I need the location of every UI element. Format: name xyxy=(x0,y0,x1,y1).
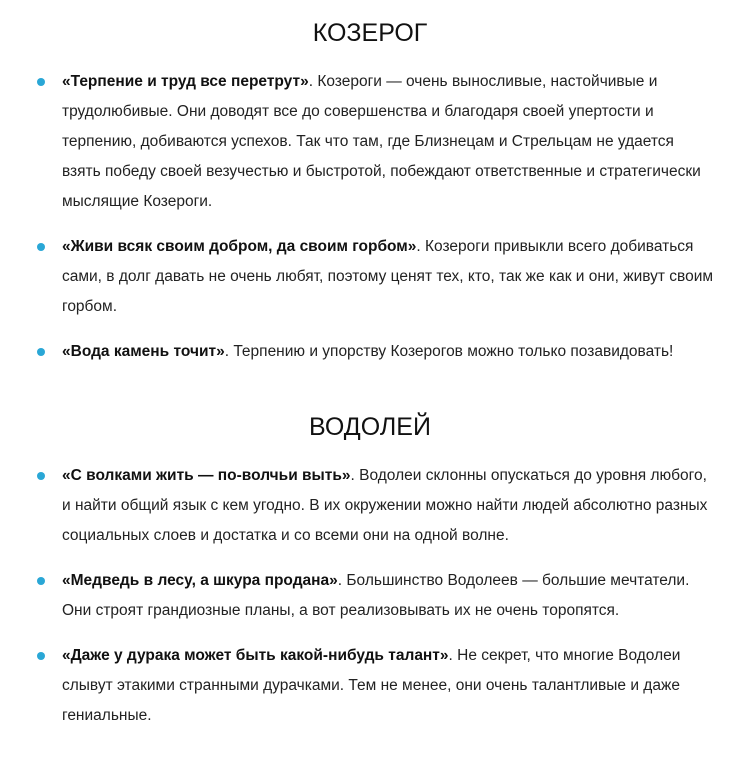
proverb: «Терпение и труд все перетрут» xyxy=(62,73,309,90)
item-text: . Большинство Водолеев — большие мечтатели. Они строят грандиозные планы, а вот реализовывать их не очень торопятся. xyxy=(62,572,690,619)
bullet-icon xyxy=(37,577,45,585)
proverb: «Вода камень точит» xyxy=(62,343,225,360)
bullet-icon xyxy=(37,78,45,86)
bullet-icon xyxy=(37,348,45,356)
list-item xyxy=(0,566,733,626)
proverb: «Живи всяк своим добром, да своим горбом» xyxy=(62,238,417,255)
bullet-icon xyxy=(37,472,45,480)
item-text: . Козероги — очень выносливые, настойчивые и трудолюбивые. Они доводят все до совершенства и благодаря своей упертости и терпению, добиваются успехов. Так что там, где Близнецам и Стрельцам не удается взять победу своей везучестью и быстротой, побеждают ответственные и стратегически мыслящие Козероги. xyxy=(62,73,701,210)
list-item xyxy=(0,461,733,551)
section-title-aquarius: ВОДОЛЕЙ xyxy=(309,413,431,441)
item-text: . Не секрет, что многие Водолеи слывут этакими странными дурачками. Тем не менее, они очень талантливые и даже гениальные. xyxy=(62,647,681,724)
proverb: «С волками жить — по-волчьи выть» xyxy=(62,467,351,484)
item-text: . Водолеи склонны опускаться до уровня любого, и найти общий язык с кем угодно. В их окружении можно найти людей абсолютно разных социальных слоев и достатка и со всеми они на одной волне. xyxy=(62,467,708,544)
item-text: . Козероги привыкли всего добиваться сами, в долг давать не очень любят, поэтому ценят тех, кто, так же как и они, живут своим горбом. xyxy=(62,238,714,315)
capricorn-list xyxy=(0,67,733,367)
section-title-capricorn: КОЗЕРОГ xyxy=(312,19,428,47)
list-item xyxy=(0,337,733,367)
proverb: «Медведь в лесу, а шкура продана» xyxy=(62,572,338,589)
bullet-icon xyxy=(37,243,45,251)
bullet-icon xyxy=(37,652,45,660)
aquarius-list xyxy=(0,461,733,731)
list-item xyxy=(0,641,733,731)
list-item xyxy=(0,232,733,322)
item-text: . Терпению и упорству Козерогов можно только позавидовать! xyxy=(224,343,674,360)
proverb: «Даже у дурака может быть какой-нибудь талант» xyxy=(62,647,449,664)
list-item xyxy=(0,67,733,217)
